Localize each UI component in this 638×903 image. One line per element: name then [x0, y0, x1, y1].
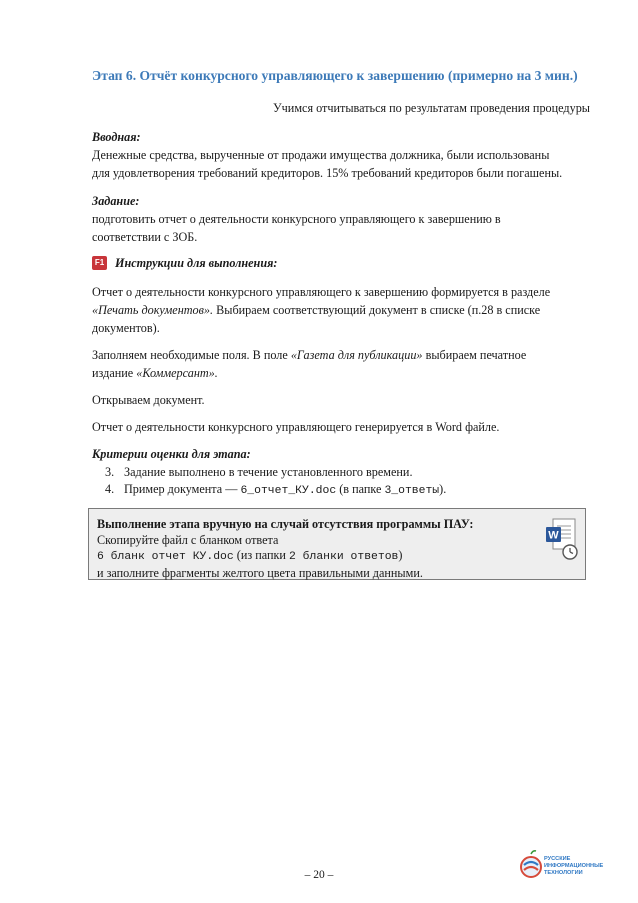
instructions-p2: [92, 346, 592, 382]
page-number: – 20 –: [304, 869, 334, 881]
criteria-item-text: ).: [439, 482, 447, 496]
blanks-folder-name: 2 бланки ответов: [289, 551, 399, 563]
word-document-icon: [543, 515, 579, 563]
task-heading: Задание:: [92, 194, 140, 208]
task-line-2: соответствии с ЗОБ.: [92, 230, 198, 244]
instructions-heading: Инструкции для выполнения:: [115, 256, 278, 270]
stage-subtitle: Учимся отчитываться по результатам проведения процедуры: [273, 101, 590, 115]
instructions-p2-pre: издание: [92, 366, 137, 380]
criteria-item: [105, 481, 446, 499]
criteria-item-text: Пример документа —: [124, 482, 241, 496]
example-file-name: 6_отчет_КУ.doc: [240, 485, 337, 497]
criteria-item-number: 3.: [105, 465, 115, 479]
instructions-p2-end: выбираем печатное: [422, 348, 527, 362]
instructions-p1-line-3: документов).: [92, 321, 160, 335]
kommersant-ref: «Коммерсант».: [136, 366, 218, 380]
manual-line-3: и заполните фрагменты желтого цвета правильными данными.: [97, 565, 423, 580]
logo-text-line-2: ИНФОРМАЦИОННЫЕ: [544, 863, 604, 869]
instructions-p4: Отчет о деятельности конкурсного управляющего генерируется в Word файле.: [92, 420, 500, 434]
task-section: [92, 192, 592, 246]
logo-text-line-3: ТЕХНОЛОГИИ: [544, 870, 583, 876]
newspaper-field-ref: «Газета для публикации»: [290, 348, 423, 362]
intro-line-2: для удовлетворения требований кредиторов. 15% требований кредиторов были погашены.: [92, 166, 563, 180]
instructions-p1: [92, 283, 592, 337]
answers-folder-name: 3_ответы: [384, 485, 440, 497]
instructions-p2-text: Заполняем необходимые поля. В поле: [92, 348, 291, 362]
criteria-item-text: (в папке: [336, 482, 385, 496]
logo-text-line-1: РУССКИЕ: [544, 856, 571, 862]
task-line-1: подготовить отчет о деятельности конкурсного управляющего к завершению в: [92, 212, 501, 226]
intro-section: [92, 128, 592, 182]
print-documents-ref: «Печать документов».: [92, 303, 214, 317]
instructions-p1-line-2: Выбираем соответствующий документ в списке (п.28 в списке: [213, 303, 541, 317]
manual-line-2-end: ): [398, 548, 403, 562]
word-icon-letter: W: [548, 529, 559, 542]
criteria-heading: Критерии оценки для этапа:: [92, 447, 251, 461]
instructions-p1-line-1: Отчет о деятельности конкурсного управляющего к завершению формируется в разделе: [92, 285, 551, 299]
manual-fallback-box: [88, 508, 586, 580]
manual-line-2-mid: (из папки: [233, 548, 289, 562]
intro-line-1: Денежные средства, вырученные от продажи имущества должника, были использованы: [92, 148, 550, 162]
manual-line-1: Скопируйте файл с бланком ответа: [97, 532, 279, 547]
criteria-item-text: Задание выполнено в течение установленного времени.: [124, 465, 413, 479]
manual-heading: Выполнение этапа вручную на случай отсутствия программы ПАУ:: [97, 517, 474, 531]
intro-heading: Вводная:: [92, 130, 141, 144]
manual-fallback-text: [97, 517, 537, 581]
blank-file-name: 6 бланк отчет КУ.doc: [97, 551, 234, 563]
rit-logo-icon: [520, 848, 604, 882]
f1-help-icon: F1: [92, 256, 107, 270]
instructions-p3: Открываем документ.: [92, 393, 205, 407]
stage-title: Этап 6. Отчёт конкурсного управляющего к завершению (примерно на 3 мин.): [92, 68, 578, 83]
criteria-item-number: 4.: [105, 482, 115, 496]
criteria-item: [105, 464, 413, 480]
